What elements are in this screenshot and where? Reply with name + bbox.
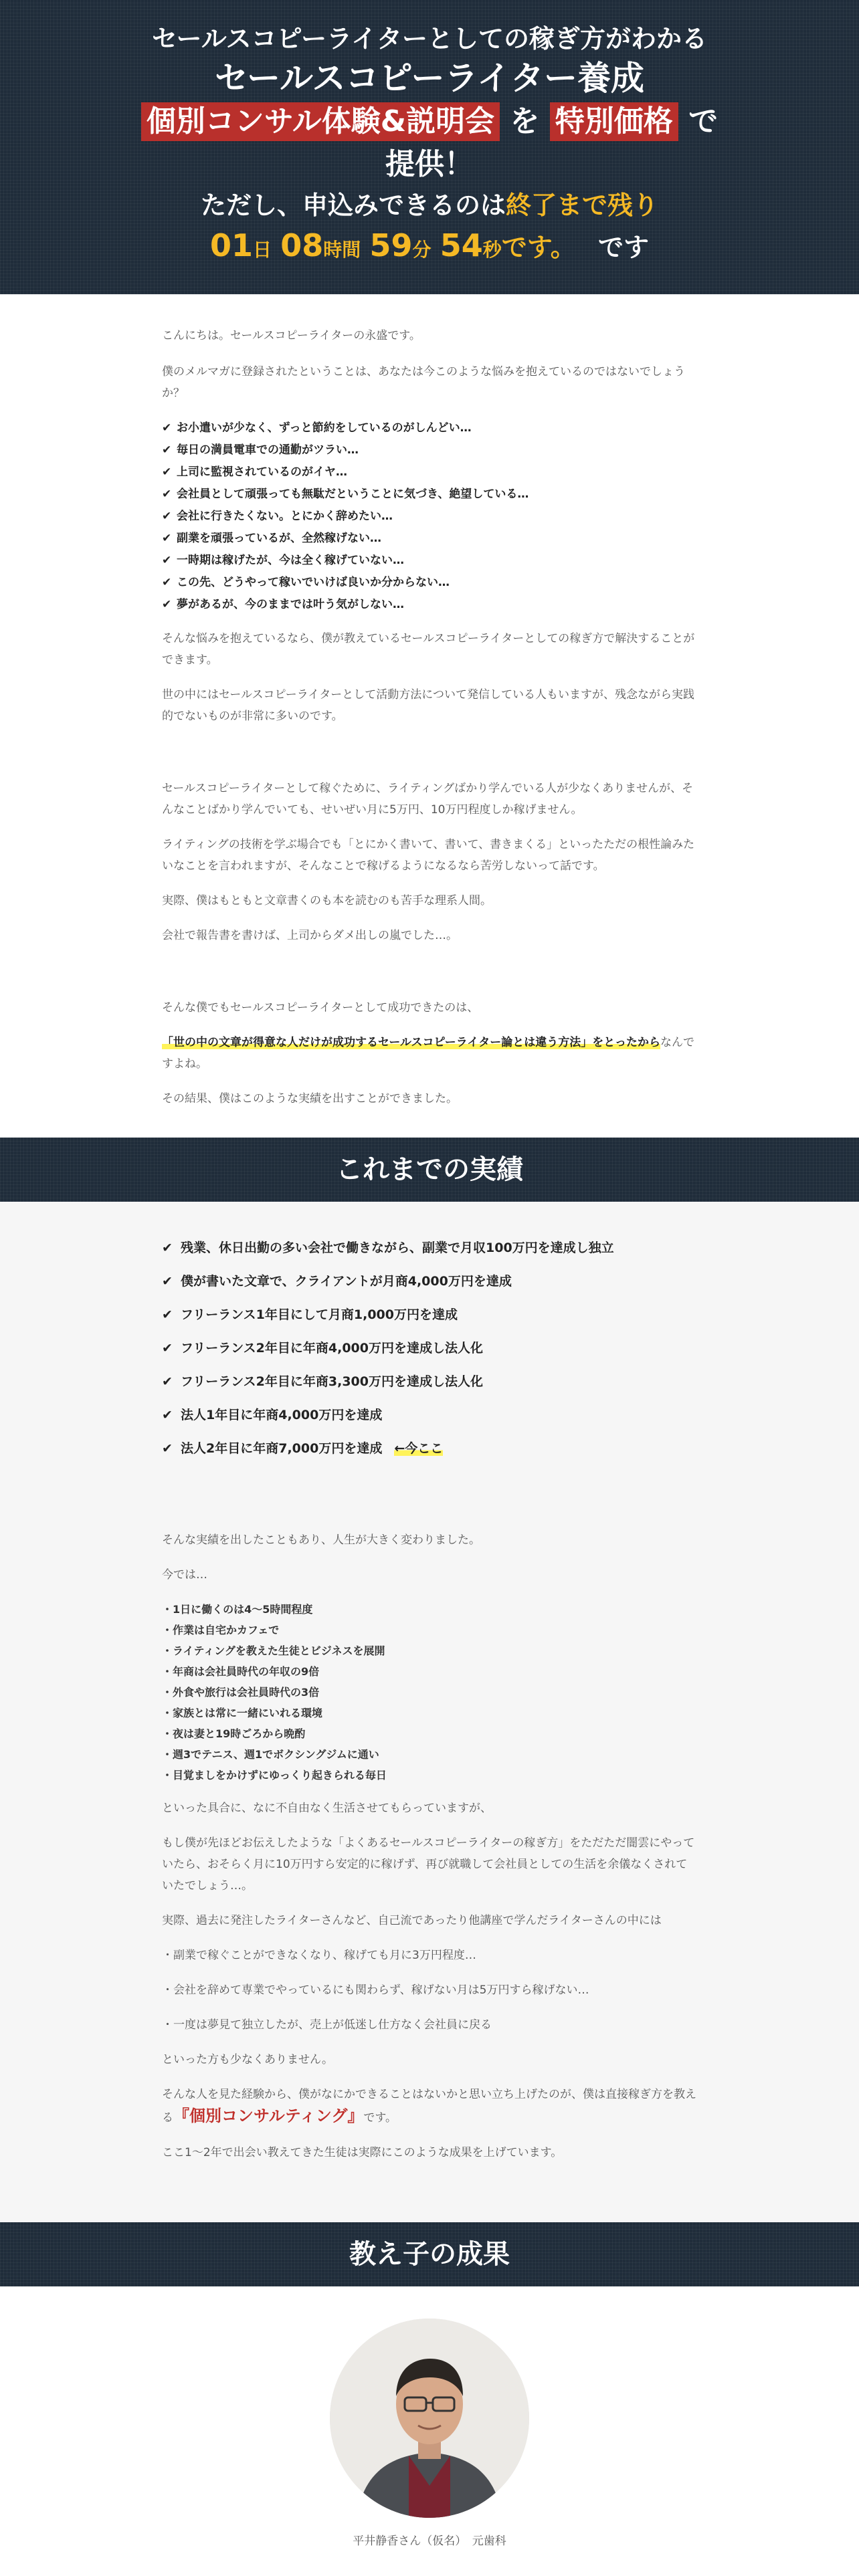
check-icon: ✔ [162, 488, 172, 501]
hero-deadline-gold: 終了まで残り [506, 191, 659, 220]
life-if: もし僕が先ほどお伝えしたような「よくあるセールスコピーライターの稼ぎ方」をただただ闇雲にやっていたら、おそらく月に10万円すら安定的に稼げず、再び就職して会社員としての生活を余儀なくされていたでしょう…。 [162, 1836, 695, 1893]
student-portrait-image [330, 2319, 529, 2518]
check-icon: ✔ [162, 421, 172, 435]
life-free: といった具合に、なに不自由なく生活させてもらっていますが、 [162, 1802, 492, 1815]
intro-fact: 実際、僕はもともと文章書くのも本を読むのも苦手な理系人間。 [162, 894, 492, 907]
hero-subtitle: セールスコピーライターとしての稼ぎ方がわかる [152, 24, 707, 53]
check-icon: ✔ [162, 532, 172, 545]
writer-past: 実際、過去に発注したライターさんなど、自己流であったり他講座で学んだライターさんの中には [162, 1914, 662, 1927]
achievement-item: ✔ 法人2年目に年商7,000万円を達成 ←今ここ [162, 1432, 697, 1465]
check-icon: ✔ [162, 1274, 173, 1289]
hero-highlight-consult: 個別コンサル体験&説明会 [141, 102, 500, 141]
countdown-seconds: 54 [440, 227, 483, 263]
worry-item: ✔ 会社に行きたくない。とにかく辞めたい… [162, 506, 697, 528]
life-item: ・ライティングを教えた生徒とビジネスを展開 [162, 1644, 385, 1657]
student-photo [330, 2319, 529, 2518]
method-highlight: 「世の中の文章が得意な人だけが成功するセールスコピーライター論とは違う方法」をとったから [162, 1036, 660, 1049]
check-icon: ✔ [162, 1408, 173, 1422]
hero-particle-wo: を [510, 104, 540, 138]
achievement-item: ✔ フリーランス2年目に年商4,000万円を達成し法人化 [162, 1331, 697, 1365]
intro-technique: ライティングの技術を学ぶ場合でも「とにかく書いて、書いて、書きまくる」といったただの根性論みたいなことを言われますが、そんなことで稼げるようになるなら苦労しないって話です。 [162, 838, 695, 873]
achievement-item: ✔ 残業、休日出勤の多い会社で働きながら、副業で月収100万円を達成し独立 [162, 1231, 697, 1265]
intro-writing: セールスコピーライターとして稼ぐために、ライティングばかり学んでいる人が少なくありませんが、そんなことばかり学んでいても、せいぜい月に5万円、10万円程度しか稼げません。 [162, 782, 694, 817]
life-list [162, 1599, 697, 1786]
countdown-suffix: です。 [501, 233, 576, 262]
worry-item: ✔ 毎日の満員電車での通勤がツラい… [162, 439, 697, 461]
intro-report: 会社で報告書を書けば、上司からダメ出しの嵐でした…。 [162, 929, 458, 942]
check-icon: ✔ [162, 1374, 173, 1389]
achievement-item: ✔ フリーランス2年目に年商3,300万円を達成し法人化 [162, 1365, 697, 1398]
check-icon: ✔ [162, 1307, 173, 1322]
countdown-days-unit: 日 [252, 239, 272, 261]
achievements-title: これまでの実績 [0, 1138, 859, 1202]
check-icon: ✔ [162, 576, 172, 589]
life-item: ・週3でテニス、週1でボクシングジムに通い [162, 1748, 379, 1761]
life-item: ・作業は自宅かカフェで [162, 1624, 280, 1636]
achievement-item: ✔ フリーランス1年目にして月商1,000万円を達成 [162, 1298, 697, 1331]
worry-item: ✔ 上司に監視されているのがイヤ… [162, 461, 697, 484]
hero-offer-end: 提供！ [385, 147, 474, 181]
writer-case: ・一度は夢見て独立したが、売上が低迷し仕方なく会社員に戻る [162, 2018, 492, 2032]
countdown-minutes: 59 [369, 227, 413, 263]
countdown-seconds-unit: 秒 [482, 239, 502, 261]
intro-greeting: こんにちは。セールスコピーライターの永盛です。 [162, 329, 421, 342]
hero-deadline-text: ただし、申込みできるのは [200, 191, 506, 220]
countdown-timer [0, 225, 859, 271]
achievement-item: ✔ 僕が書いた文章で、クライアントが月商4,000万円を達成 [162, 1265, 697, 1298]
life-item: ・家族とは常に一緒にいれる環境 [162, 1707, 323, 1719]
check-icon: ✔ [162, 1441, 173, 1456]
achievements-section [0, 1202, 859, 2222]
student-profile [0, 2286, 859, 2548]
worry-item: ✔ 一時期は稼げたが、今は全く稼げていない… [162, 550, 697, 572]
life-now: 今では… [162, 1568, 207, 1582]
students-title: 教え子の成果 [0, 2222, 859, 2286]
worry-item: ✔ お小遣いが少なく、ずっと節約をしているのがしんどい… [162, 417, 697, 439]
countdown-hours-unit: 時間 [323, 239, 361, 261]
consult-name: 『個別コンサルティング』 [173, 2107, 364, 2125]
now-marker: ←今ここ [394, 1441, 444, 1456]
hero-offer-line [0, 100, 859, 143]
student-caption: 平井静香さん（仮名） 元歯科 [353, 2535, 506, 2548]
intro-result: その結果、僕はこのような実績を出すことができました。 [162, 1092, 458, 1105]
countdown-trailing: です [598, 233, 650, 262]
intro-method: 「世の中の文章が得意な人だけが成功するセールスコピーライター論とは違う方法」をとったからなんですよね。 [162, 1036, 694, 1071]
hero-title: セールスコピーライター養成 [215, 59, 644, 98]
intro-section [162, 294, 697, 1109]
life-item: ・目覚ましをかけずにゆっくり起きられる毎日 [162, 1769, 387, 1782]
intro-world: 世の中にはセールスコピーライターとして活動方法について発信している人もいますが、残念ながら実践的でないものが非常に多いのです。 [162, 688, 694, 723]
intro-success: そんな僕でもセールスコピーライターとして成功できたのは、 [162, 1001, 479, 1014]
worry-item: ✔ この先、どうやって稼いでいけば良いか分からない… [162, 572, 697, 594]
life-item: ・年商は会社員時代の年収の9倍 [162, 1665, 320, 1678]
check-icon: ✔ [162, 554, 172, 567]
worry-list [162, 417, 697, 616]
intro-question: 僕のメルマガに登録されたということは、あなたは今このような悩みを抱えているのではないでしょうか？ [162, 365, 685, 400]
writer-many: といった方も少なくありません。 [162, 2053, 334, 2066]
hero-deadline-line [0, 186, 859, 225]
life-item: ・夜は妻と19時ごろから晩酌 [162, 1727, 306, 1740]
hero-banner [0, 0, 859, 294]
writer-case: ・会社を辞めて専業でやっているにも関わらず、稼げない月は5万円すら稼げない… [162, 1983, 589, 1997]
check-icon: ✔ [162, 1241, 173, 1255]
worry-item: ✔ 会社員として頑張っても無駄だということに気づき、絶望している… [162, 484, 697, 506]
life-item: ・外食や旅行は会社員時代の3倍 [162, 1686, 320, 1699]
check-icon: ✔ [162, 510, 172, 523]
writer-case: ・副業で稼ぐことができなくなり、稼げても月に3万円程度… [162, 1949, 476, 1962]
worry-item: ✔ 副業を頑張っているが、全然稼げない… [162, 528, 697, 550]
check-icon: ✔ [162, 465, 172, 479]
students-lead: ここ1〜2年で出会い教えてきた生徒は実際にこのような成果を上げています。 [162, 2146, 563, 2159]
hero-particle-de: で [688, 104, 719, 138]
check-icon: ✔ [162, 598, 172, 611]
consult-intro: そんな人を見た経験から、僕がなにかできることはないかと思い立ち上げたのが、僕は直接稼ぎ方を教える『個別コンサルティング』です。 [162, 2088, 696, 2125]
intro-solve: そんな悩みを抱えているなら、僕が教えているセールスコピーライターとしての稼ぎ方で解決することができます。 [162, 632, 695, 667]
countdown-minutes-unit: 分 [412, 239, 432, 261]
worry-item: ✔ 夢があるが、今のままでは叶う気がしない… [162, 594, 697, 616]
countdown-hours: 08 [280, 227, 324, 263]
hero-highlight-price: 特別価格 [550, 102, 678, 141]
life-changed: そんな実績を出したこともあり、人生が大きく変わりました。 [162, 1533, 480, 1547]
check-icon: ✔ [162, 1341, 173, 1356]
life-item: ・1日に働くのは4〜5時間程度 [162, 1603, 313, 1616]
countdown-days: 01 [209, 227, 253, 263]
achievement-item: ✔ 法人1年目に年商4,000万円を達成 [162, 1398, 697, 1432]
check-icon: ✔ [162, 443, 172, 457]
achievement-list [162, 1231, 697, 1465]
